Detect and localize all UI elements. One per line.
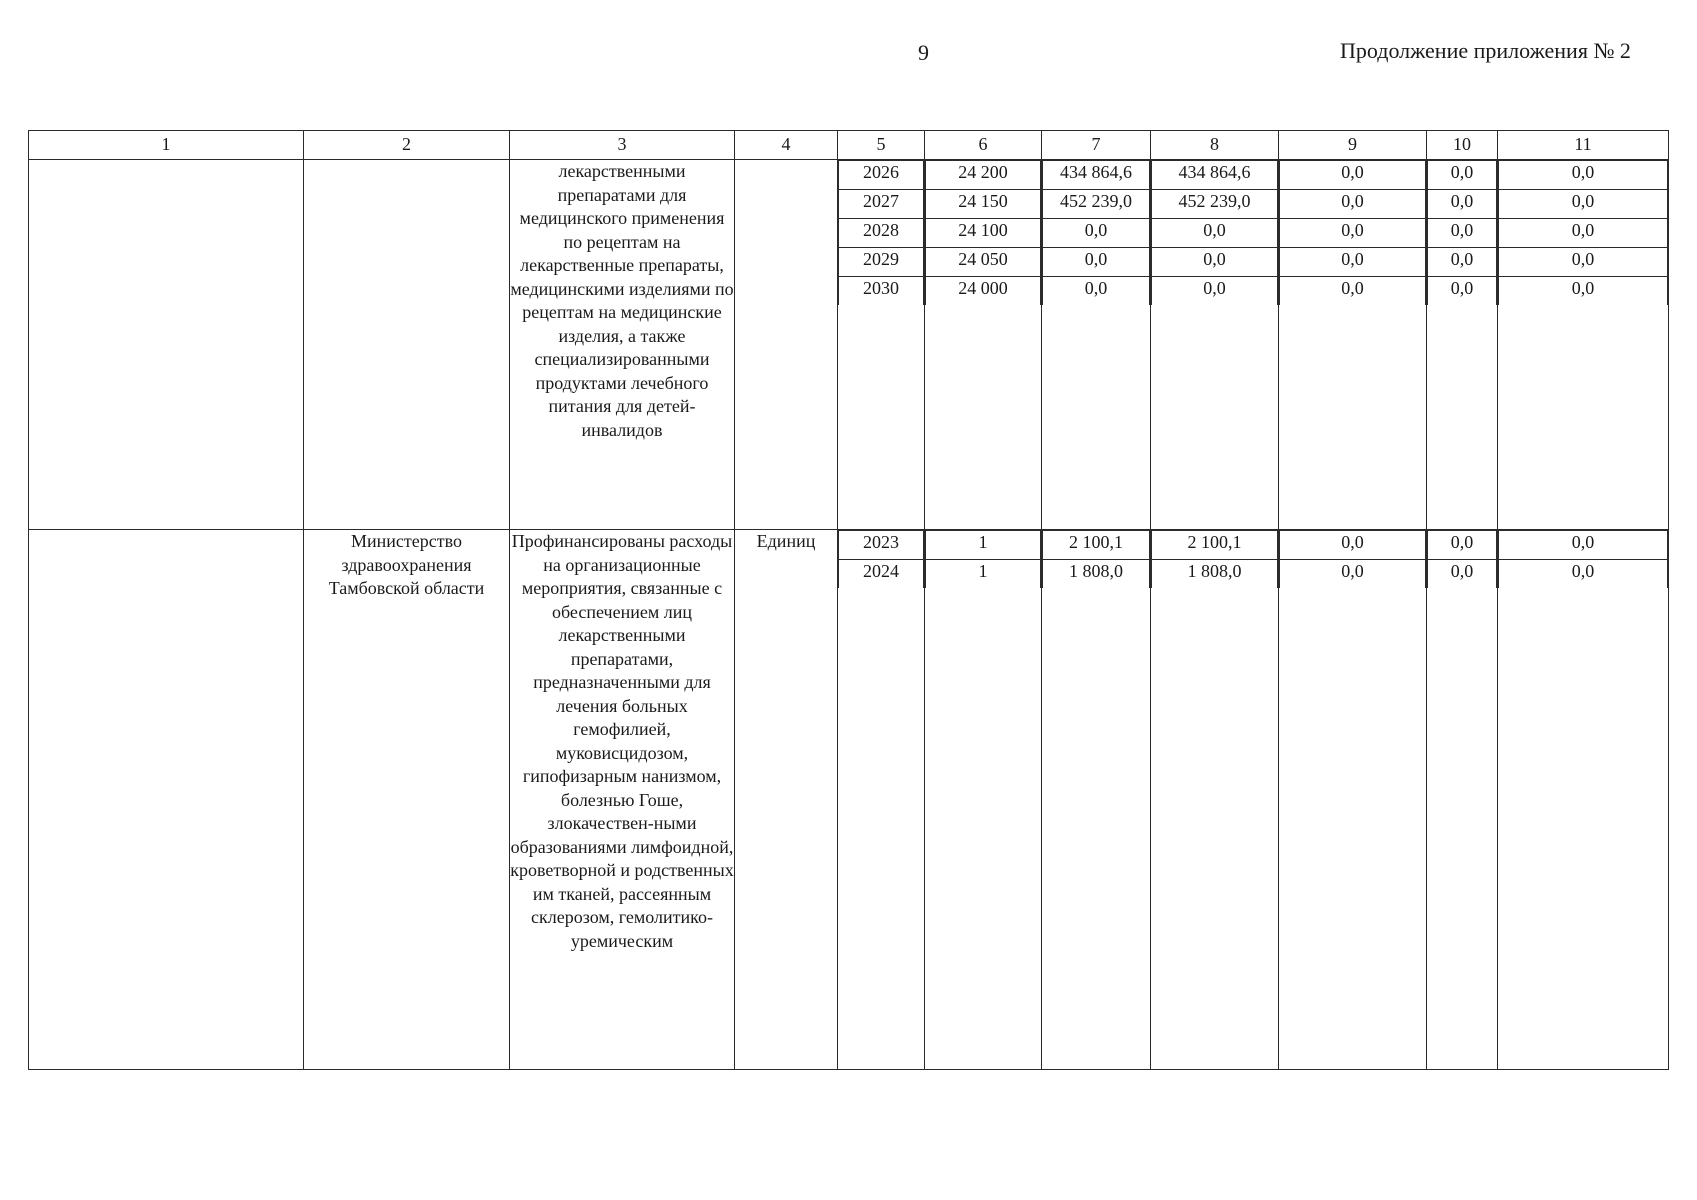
data-table (28, 130, 1669, 1070)
value-cell: 0,0 (1499, 277, 1668, 306)
cell-col7 (1042, 160, 1151, 530)
value-cell: 0,0 (1499, 219, 1668, 248)
value-cell: 0,0 (1280, 161, 1426, 190)
page-number: 9 (918, 40, 929, 65)
cell-col10 (1427, 530, 1498, 1070)
value-cell: 0,0 (1428, 248, 1497, 277)
value-cell: 0,0 (1043, 248, 1150, 277)
cell-col9 (1279, 530, 1427, 1070)
value-cell: 24 050 (926, 248, 1041, 277)
table-row (29, 530, 1669, 1070)
value-cell: 0,0 (1280, 190, 1426, 219)
cell-col1 (29, 530, 304, 1070)
cell-col2 (304, 160, 510, 530)
value-cell: 452 239,0 (1152, 190, 1278, 219)
value-cell: 0,0 (1043, 219, 1150, 248)
value-cell: 2027 (839, 190, 924, 219)
column-number-header: 2 (304, 131, 510, 160)
cell-col8 (1151, 530, 1279, 1070)
value-cell: 0,0 (1499, 161, 1668, 190)
value-cell: 0,0 (1280, 219, 1426, 248)
value-cell: 0,0 (1280, 531, 1426, 560)
value-cell: 2 100,1 (1152, 531, 1278, 560)
cell-col11 (1498, 530, 1669, 1070)
value-cell: 0,0 (1152, 277, 1278, 306)
value-cell: 1 808,0 (1152, 560, 1278, 589)
value-cell: 24 200 (926, 161, 1041, 190)
value-cell: 1 (926, 560, 1041, 589)
value-cell: 1 (926, 531, 1041, 560)
value-cell: 0,0 (1152, 219, 1278, 248)
value-cell: 2029 (839, 248, 924, 277)
value-cell: 2 100,1 (1043, 531, 1150, 560)
value-cell: 0,0 (1499, 560, 1668, 589)
value-cell: 434 864,6 (1043, 161, 1150, 190)
cell-description: лекарственными препаратами для медицинского применения по рецептам на лекарственные препараты, медицинскими изделиями по рецептам на медицинские изделия, а также специализированными продуктами лечебного питания для детей-инвалидов (510, 160, 735, 530)
column-number-header: 6 (925, 131, 1042, 160)
value-cell: 0,0 (1499, 531, 1668, 560)
cell-unit: Единиц (735, 530, 838, 1070)
column-number-header: 8 (1151, 131, 1279, 160)
value-cell: 0,0 (1428, 560, 1497, 589)
value-cell: 452 239,0 (1043, 190, 1150, 219)
column-number-header: 9 (1279, 131, 1427, 160)
value-cell: 2024 (839, 560, 924, 589)
value-cell: 2030 (839, 277, 924, 306)
cell-col1 (29, 160, 304, 530)
cell-unit (735, 160, 838, 530)
column-number-header: 3 (510, 131, 735, 160)
column-number-row (29, 131, 1669, 160)
cell-col8 (1151, 160, 1279, 530)
column-number-header: 10 (1427, 131, 1498, 160)
column-number-header: 7 (1042, 131, 1151, 160)
value-cell: 24 150 (926, 190, 1041, 219)
cell-col7 (1042, 530, 1151, 1070)
value-cell: 0,0 (1280, 248, 1426, 277)
value-cell: 1 808,0 (1043, 560, 1150, 589)
appendix-continuation-title: Продолжение приложения № 2 (1340, 38, 1631, 63)
value-cell: 0,0 (1428, 161, 1497, 190)
value-cell: 0,0 (1280, 560, 1426, 589)
value-cell: 434 864,6 (1152, 161, 1278, 190)
cell-col11 (1498, 160, 1669, 530)
value-cell: 0,0 (1428, 531, 1497, 560)
cell-col10 (1427, 160, 1498, 530)
value-cell: 2028 (839, 219, 924, 248)
value-cell: 2026 (839, 161, 924, 190)
column-number-header: 11 (1498, 131, 1669, 160)
value-cell: 0,0 (1499, 190, 1668, 219)
cell-years (838, 160, 925, 530)
column-number-header: 4 (735, 131, 838, 160)
cell-description: Профинансированы расходы на организационные мероприятия, связанные с обеспечением лиц лекарственными препаратами, предназначенными для лечения больных гемофилией, муковисцидозом, гипофизарным нанизмом, болезнью Гоше, злокачествен-ными образованиями лимфоидной, кроветворной и родственных им тканей, рассеянным склерозом, гемолитико-уремическим (510, 530, 735, 1070)
value-cell: 0,0 (1499, 248, 1668, 277)
value-cell: 0,0 (1043, 277, 1150, 306)
value-cell: 2023 (839, 531, 924, 560)
value-cell: 0,0 (1428, 219, 1497, 248)
cell-responsible: Министерство здравоохранения Тамбовской области (304, 530, 510, 1070)
cell-col6 (925, 160, 1042, 530)
value-cell: 24 000 (926, 277, 1041, 306)
value-cell: 24 100 (926, 219, 1041, 248)
column-number-header: 5 (838, 131, 925, 160)
cell-col9 (1279, 160, 1427, 530)
table-row (29, 160, 1669, 530)
column-number-header: 1 (29, 131, 304, 160)
value-cell: 0,0 (1280, 277, 1426, 306)
value-cell: 0,0 (1428, 190, 1497, 219)
cell-years (838, 530, 925, 1070)
cell-col6 (925, 530, 1042, 1070)
value-cell: 0,0 (1152, 248, 1278, 277)
value-cell: 0,0 (1428, 277, 1497, 306)
